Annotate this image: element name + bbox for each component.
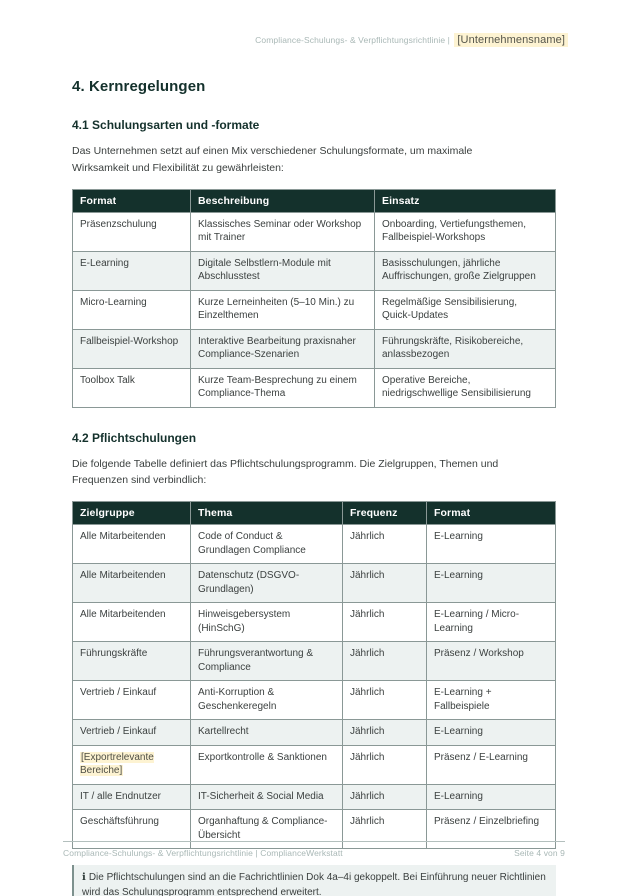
section-4-1-intro: Das Unternehmen setzt auf einen Mix verschiedener Schulungsformate, um maximale Wirksamkeit und Flexibilität zu gewährleisten: bbox=[72, 145, 473, 174]
table-row bbox=[73, 329, 556, 368]
table-cell: Jährlich bbox=[343, 720, 427, 746]
table-cell: Führungskräfte bbox=[73, 642, 191, 681]
info-icon: ℹ bbox=[82, 872, 86, 884]
table-cell: Jährlich bbox=[343, 642, 427, 681]
table-cell: Präsenz / Workshop bbox=[427, 642, 556, 681]
table-cell: Datenschutz (DSGVO-Grundlagen) bbox=[191, 564, 343, 603]
table-cell: Jährlich bbox=[343, 745, 427, 784]
table-cell: E-Learning bbox=[73, 251, 191, 290]
table-cell: Alle Mitarbeitenden bbox=[73, 564, 191, 603]
footer-doc-title: Compliance-Schulungs- & Verpflichtungsrichtlinie | ComplianceWerkstatt bbox=[63, 848, 343, 858]
column-header: Einsatz bbox=[375, 189, 556, 212]
table-cell: Hinweisgebersystem (HinSchG) bbox=[191, 603, 343, 642]
table-row bbox=[73, 251, 556, 290]
info-note-text: Die Pflichtschulungen sind an die Fachrichtlinien Dok 4a–4i gekoppelt. Bei Einführung neuer Richtlinien wird das Schulungsprogramm entsprechend erweitert. bbox=[82, 872, 546, 896]
table-header-row bbox=[73, 502, 556, 525]
table-row bbox=[73, 745, 556, 784]
table-cell: Exportkontrolle & Sanktionen bbox=[191, 745, 343, 784]
table-cell: Code of Conduct & Grundlagen Compliance bbox=[191, 525, 343, 564]
table-cell: Kartellrecht bbox=[191, 720, 343, 746]
table-cell: Führungskräfte, Risikobereiche, anlassbezogen bbox=[375, 329, 556, 368]
section-title-4-2: 4.2 Pflichtschulungen bbox=[72, 430, 197, 445]
page-number: Seite 4 von 9 bbox=[514, 848, 565, 858]
table-cell: Jährlich bbox=[343, 784, 427, 810]
page-content bbox=[72, 70, 556, 896]
table-cell: Klassisches Seminar oder Workshop mit Trainer bbox=[191, 212, 375, 251]
table-row bbox=[73, 290, 556, 329]
table-cell: Jährlich bbox=[343, 603, 427, 642]
table-row bbox=[73, 784, 556, 810]
table-cell: Präsenzschulung bbox=[73, 212, 191, 251]
table-cell: Fallbeispiel-Workshop bbox=[73, 329, 191, 368]
company-placeholder: [Unternehmensname] bbox=[454, 33, 568, 47]
mandatory-trainings-table bbox=[72, 501, 556, 849]
table-cell: Jährlich bbox=[343, 681, 427, 720]
table-cell: Anti-Korruption & Geschenkeregeln bbox=[191, 681, 343, 720]
table-cell: Vertrieb / Einkauf bbox=[73, 720, 191, 746]
table-cell: Kurze Lerneinheiten (5–10 Min.) zu Einzelthemen bbox=[191, 290, 375, 329]
table-cell: Kurze Team-Besprechung zu einem Compliance-Thema bbox=[191, 368, 375, 407]
table-cell: E-Learning bbox=[427, 720, 556, 746]
section-4-2-intro: Die folgende Tabelle definiert das Pflichtschulungsprogramm. Die Zielgruppen, Themen und Frequenzen sind verbindlich: bbox=[72, 457, 499, 487]
table-cell bbox=[73, 745, 191, 784]
table-cell: E-Learning bbox=[427, 564, 556, 603]
table-row bbox=[73, 681, 556, 720]
table-cell: IT / alle Endnutzer bbox=[73, 784, 191, 810]
table-cell: Jährlich bbox=[343, 810, 427, 849]
column-header: Frequenz bbox=[343, 502, 427, 525]
table-cell: Regelmäßige Sensibilisierung, Quick-Updates bbox=[375, 290, 556, 329]
table-cell: Micro-Learning bbox=[73, 290, 191, 329]
column-header: Format bbox=[73, 189, 191, 212]
column-header: Zielgruppe bbox=[73, 502, 191, 525]
column-header: Format bbox=[427, 502, 556, 525]
column-header: Beschreibung bbox=[191, 189, 375, 212]
table-cell: Präsenz / Einzelbriefing bbox=[427, 810, 556, 849]
table-cell: Geschäftsführung bbox=[73, 810, 191, 849]
section-title-4-1: 4.1 Schulungsarten und -formate bbox=[72, 118, 260, 132]
placeholder-highlight: [Exportrelevante Bereiche] bbox=[80, 751, 154, 777]
table-cell: Präsenz / E-Learning bbox=[427, 745, 556, 784]
training-formats-table bbox=[72, 189, 556, 408]
column-header: Thema bbox=[191, 502, 343, 525]
chapter-title: 4. Kernregelungen bbox=[72, 78, 206, 95]
table-cell: Alle Mitarbeitenden bbox=[73, 525, 191, 564]
table-cell: Führungsverantwortung & Compliance bbox=[191, 642, 343, 681]
table-header-row bbox=[73, 189, 556, 212]
table-row bbox=[73, 212, 556, 251]
table-cell: E-Learning bbox=[427, 525, 556, 564]
table-cell: Jährlich bbox=[343, 525, 427, 564]
table-cell: Basisschulungen, jährliche Auffrischungen, große Zielgruppen bbox=[375, 251, 556, 290]
table-cell: Alle Mitarbeitenden bbox=[73, 603, 191, 642]
table-cell: E-Learning / Micro-Learning bbox=[427, 603, 556, 642]
running-header-title: Compliance-Schulungs- & Verpflichtungsrichtlinie | bbox=[255, 35, 450, 45]
table-row bbox=[73, 720, 556, 746]
table-cell: Digitale Selbstlern-Module mit Abschlusstest bbox=[191, 251, 375, 290]
table-cell: Organhaftung & Compliance-Übersicht bbox=[191, 810, 343, 849]
table-cell: E-Learning + Fallbeispiele bbox=[427, 681, 556, 720]
table-cell: Toolbox Talk bbox=[73, 368, 191, 407]
info-note bbox=[72, 865, 556, 896]
table-row bbox=[73, 642, 556, 681]
running-footer bbox=[63, 841, 565, 858]
table-row bbox=[73, 368, 556, 407]
running-header bbox=[63, 34, 568, 46]
table-row bbox=[73, 603, 556, 642]
table-cell: IT-Sicherheit & Social Media bbox=[191, 784, 343, 810]
table-cell: Interaktive Bearbeitung praxisnaher Compliance-Szenarien bbox=[191, 329, 375, 368]
table-cell: E-Learning bbox=[427, 784, 556, 810]
table-row bbox=[73, 564, 556, 603]
table-row bbox=[73, 525, 556, 564]
table-cell: Operative Bereiche, niedrigschwellige Sensibilisierung bbox=[375, 368, 556, 407]
table-cell: Vertrieb / Einkauf bbox=[73, 681, 191, 720]
table-cell: Onboarding, Vertiefungsthemen, Fallbeispiel-Workshops bbox=[375, 212, 556, 251]
table-cell: Jährlich bbox=[343, 564, 427, 603]
